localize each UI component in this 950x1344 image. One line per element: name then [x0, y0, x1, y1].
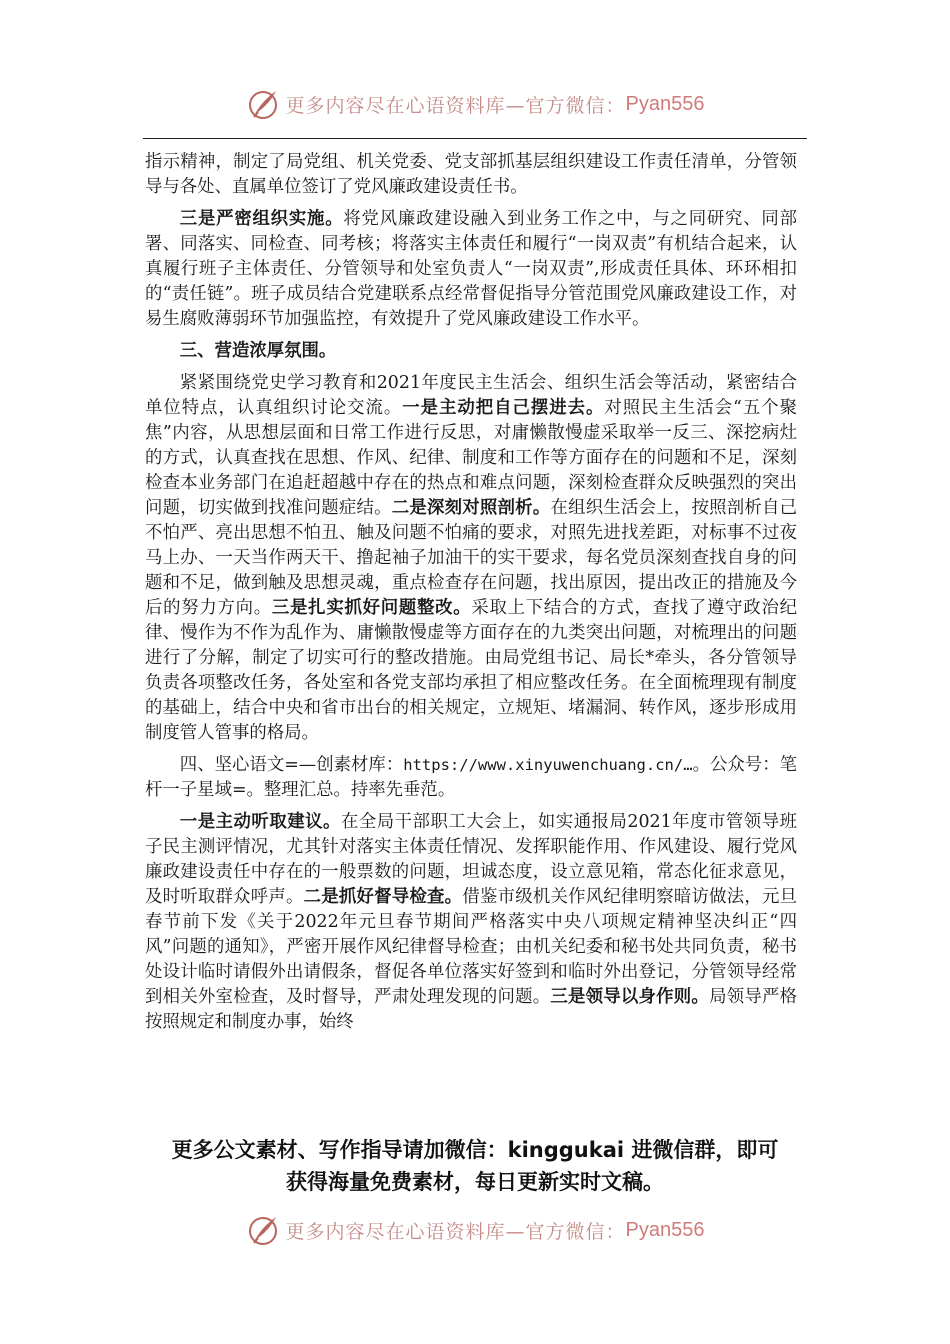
- point-2-heading: 二是深刻对照剖析。: [391, 498, 551, 518]
- point-2-text: 在组织生活会上，按照剖析自己不怕严、亮出思想不怕丑、触及问题不怕痛的要求，对照先进找差距，对标事不过夜马上办、一天当作两天干、撸起袖子加油干的实干要求，每名党员深刻查找自身的问题和不足，做到触及思想灵魂，重点检查存在问题，找出原因，提出改正的措施及今后的努力方向。: [145, 498, 797, 618]
- document-body: [145, 150, 797, 1042]
- section-heading-3: 三、营造浓厚氛围。: [179, 341, 337, 361]
- paragraph-3-intro: 紧紧围绕党史学习教育和2021年度民主生活会、组织生活会等活动，紧密结合单位特点，认真组织讨论交流。: [145, 373, 797, 418]
- paragraph-2-text: 将党风廉政建设融入到业务工作之中，与之同研究、同部署、同落实、同检查、同考核；将落实主体责任和履行“一岗双责”有机结合起来，认真履行班子主体责任、分管领导和处室负责人“一岗双责”,形成责任具体、环环相扣的“责任链”。班子成员结合党建联系点经常督促指导分管范围党风廉政建设工作，对易生腐败薄弱环节加强监控，有效提升了党风廉政建设工作水平。: [145, 209, 797, 329]
- point-b-heading: 二是抓好督导检查。: [303, 887, 463, 907]
- promo-line-2: 获得海量免费素材，每日更新实时文稿。: [286, 1170, 664, 1194]
- point-1-text: 对照民主生活会“五个聚焦”内容，从思想层面和日常工作进行反思，对庸懒散慢虚采取举一反三、深挖病灶的方式，认真查找在思想、作风、纪律、制度和工作等方面存在的问题和不足，深刻检查本业务部门在追赶超越中存在的热点和难点问题，深刻检查群众反映强烈的突出问题，切实做到找准问题症结。: [145, 398, 797, 518]
- paragraph-4-prefix: 四、坚心语文=—创素材库：: [179, 755, 404, 775]
- header-banner: [0, 82, 950, 126]
- heading-three-strict: 三是严密组织实施。: [179, 209, 344, 229]
- point-3-heading: 三是扎实抓好问题整改。: [271, 598, 472, 618]
- paragraph-4: [145, 753, 797, 803]
- quill-circle-logo: [246, 1213, 280, 1247]
- header-wechat-id: Pyan556: [625, 92, 705, 115]
- promo-notice: [120, 1134, 830, 1198]
- point-b-text: 借鉴市级机关作风纪律明察暗访做法，元旦春节前下发《关于2022年元旦春节期间严格落实中央八项规定精神坚决纠正“四风”问题的通知》，严密开展作风纪律督导检查；由机关纪委和秘书处共同负责，秘书处设计临时请假外出请假条，督促各单位落实好签到和临时外出登记，分管领导经常到相关外室检查，及时督导，严肃处理发现的问题。: [145, 887, 797, 1007]
- paragraph-4-suffix: 。公众号：笔杆一子星域=。整理汇总。持率先垂范。: [145, 755, 797, 800]
- point-3-text: 采取上下结合的方式，查找了遵守政治纪律、慢作为不作为乱作为、庸懒散慢虚等方面存在的九类突出问题，对梳理出的问题进行了分解，制定了切实可行的整改措施。由局党组书记、局长*牵头，各分管领导负责各项整改任务，各处室和各党支部均承担了相应整改任务。在全面梳理现有制度的基础上，结合中央和省市出台的相关规定，立规矩、堵漏洞、转作风，逐步形成用制度管人管事的格局。: [145, 598, 797, 743]
- point-c-heading: 三是领导以身作则。: [550, 987, 710, 1007]
- header-text: 更多内容尽在心语资料库—官方微信：: [285, 94, 626, 117]
- point-1-heading: 一是主动把自己摆进去。: [402, 398, 605, 418]
- footer-text: 更多内容尽在心语资料库—官方微信：: [285, 1220, 626, 1243]
- header-divider: [143, 138, 807, 139]
- point-a-heading: 一是主动听取建议。: [179, 812, 341, 832]
- paragraph-2: [145, 207, 797, 332]
- point-a-text: 在全局干部职工大会上，如实通报局2021年度市管领导班子民主测评情况，尤其针对落实主体责任情况、发挥职能作用、作风建设、履行党风廉政建设责任中存在的一般票数的问题，坦诚态度，设立意见箱，常态化征求意见，及时听取群众呼声。: [145, 812, 797, 907]
- footer-banner: [0, 1208, 950, 1252]
- paragraph-1: 指示精神，制定了局党组、机关党委、党支部抓基层组织建设工作责任清单，分管领导与各处、直属单位签订了党风廉政建设责任书。: [145, 152, 797, 197]
- footer-wechat-id: Pyan556: [625, 1218, 705, 1241]
- point-c-text: 局领导严格按照规定和制度办事，始终: [145, 987, 797, 1032]
- source-url-link[interactable]: https://www.xinyuwenchuang.cn/…: [403, 756, 693, 774]
- paragraph-5: [145, 810, 797, 1035]
- promo-line-1: 更多公文素材、写作指导请加微信：kinggukai 进微信群，即可: [171, 1138, 779, 1162]
- quill-circle-logo: [246, 87, 280, 121]
- paragraph-3: [145, 371, 797, 746]
